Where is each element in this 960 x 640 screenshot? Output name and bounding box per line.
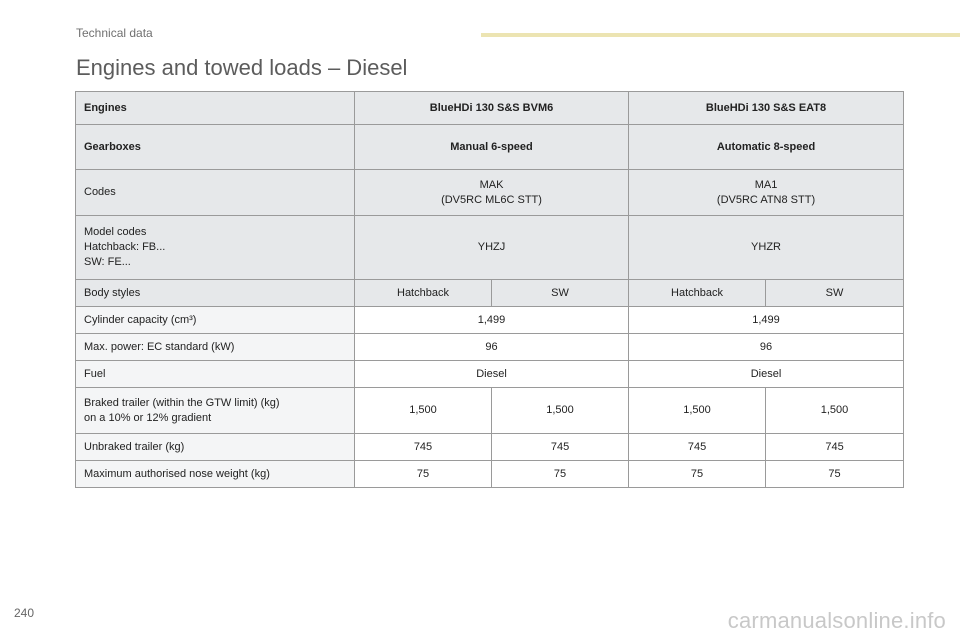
row-label-power: Max. power: EC standard (kW)	[76, 334, 355, 361]
nose-weight-cell: 75	[629, 461, 766, 488]
row-label-cylinder: Cylinder capacity (cm³)	[76, 307, 355, 334]
power-bvm6: 96	[355, 334, 629, 361]
body-style-cell: SW	[766, 280, 904, 307]
fuel-eat8: Diesel	[629, 361, 904, 388]
unbraked-trailer-cell: 745	[629, 434, 766, 461]
section-heading: Technical data	[76, 26, 153, 40]
row-label-gearboxes: Gearboxes	[76, 125, 355, 170]
unbraked-trailer-cell: 745	[766, 434, 904, 461]
braked-label-line2: on a 10% or 12% gradient	[84, 411, 212, 424]
row-label-fuel: Fuel	[76, 361, 355, 388]
row-label-nose-weight: Maximum authorised nose weight (kg)	[76, 461, 355, 488]
body-style-cell: Hatchback	[629, 280, 766, 307]
row-label-braked-trailer	[76, 388, 355, 434]
codes-eat8-line1: MA1	[754, 178, 778, 191]
engine-bvm6-header: BlueHDi 130 S&S BVM6	[355, 92, 629, 125]
model-code-eat8: YHZR	[629, 216, 904, 280]
codes-bvm6-line1: MAK	[479, 178, 504, 191]
cylinder-eat8: 1,499	[629, 307, 904, 334]
table-row-engines	[76, 92, 904, 125]
row-label-engines: Engines	[76, 92, 355, 125]
codes-bvm6-line2: (DV5RC ML6C STT)	[441, 193, 542, 206]
table-row-codes	[76, 170, 904, 216]
model-code-bvm6: YHZJ	[355, 216, 629, 280]
fuel-bvm6: Diesel	[355, 361, 629, 388]
unbraked-trailer-cell: 745	[355, 434, 492, 461]
model-codes-label-line2: Hatchback: FB...	[84, 241, 166, 253]
braked-trailer-cell: 1,500	[766, 388, 904, 434]
cylinder-bvm6: 1,499	[355, 307, 629, 334]
nose-weight-cell: 75	[355, 461, 492, 488]
table-row-unbraked-trailer	[76, 434, 904, 461]
page-title: Engines and towed loads – Diesel	[76, 55, 408, 80]
watermark: carmanualsonline.info	[727, 608, 946, 633]
codes-bvm6	[355, 170, 629, 216]
body-style-cell: Hatchback	[355, 280, 492, 307]
table-row-braked-trailer	[76, 388, 904, 434]
braked-trailer-cell: 1,500	[629, 388, 766, 434]
row-label-body-styles: Body styles	[76, 280, 355, 307]
codes-eat8-line2: (DV5RC ATN8 STT)	[716, 193, 816, 206]
gearbox-automatic: Automatic 8-speed	[629, 125, 904, 170]
braked-trailer-cell: 1,500	[355, 388, 492, 434]
header-accent-bar	[481, 33, 960, 37]
row-label-model-codes	[76, 216, 355, 280]
table-row-model-codes	[76, 216, 904, 280]
row-label-codes: Codes	[76, 170, 355, 216]
power-eat8: 96	[629, 334, 904, 361]
body-style-cell: SW	[492, 280, 629, 307]
gearbox-manual: Manual 6-speed	[355, 125, 629, 170]
unbraked-trailer-cell: 745	[492, 434, 629, 461]
codes-eat8	[629, 170, 904, 216]
model-codes-label-line1: Model codes	[84, 226, 147, 238]
nose-weight-cell: 75	[492, 461, 629, 488]
table-row-body-styles	[76, 280, 904, 307]
row-label-unbraked-trailer: Unbraked trailer (kg)	[76, 434, 355, 461]
model-codes-label-line3: SW: FE...	[84, 256, 131, 268]
braked-label-line1: Braked trailer (within the GTW limit) (kg)	[84, 396, 280, 409]
table-row-gearboxes	[76, 125, 904, 170]
table-row-cylinder	[76, 307, 904, 334]
nose-weight-cell: 75	[766, 461, 904, 488]
braked-trailer-cell: 1,500	[492, 388, 629, 434]
table-row-fuel	[76, 361, 904, 388]
table-row-power	[76, 334, 904, 361]
page-number: 240	[14, 606, 35, 620]
engine-spec-table	[75, 91, 904, 488]
table-row-nose-weight	[76, 461, 904, 488]
engine-eat8-header: BlueHDi 130 S&S EAT8	[629, 92, 904, 125]
